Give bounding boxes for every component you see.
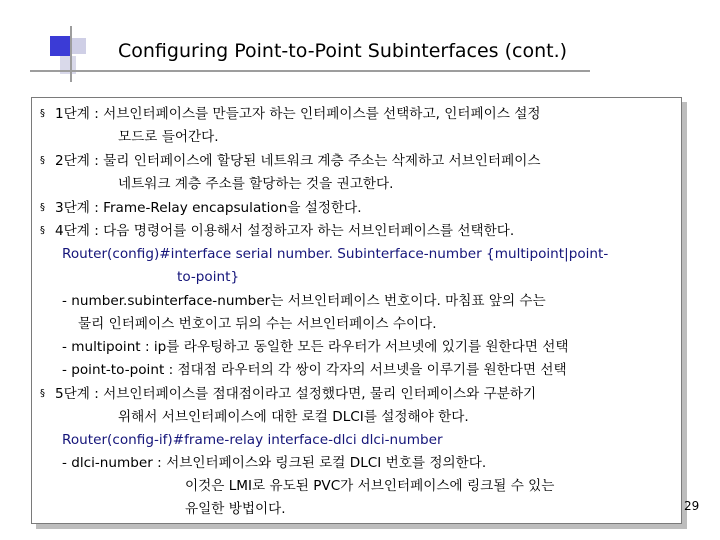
dlci-note-line1: - dlci-number : 서브인터페이스와 링크된 로컬 DLCI 번호를 정의한다. <box>62 455 487 471</box>
step5-line2: 위해서 서브인터페이스에 대한 로컬 DLCI를 설정해야 한다. <box>118 409 469 425</box>
step5-line1: 5단계 : 서브인터페이스를 점대점이라고 설정했다면, 물리 인터페이스와 구분하기 <box>55 386 537 402</box>
step2-line1: 2단계 : 물리 인터페이스에 할당된 네트워크 계층 주소는 삭제하고 서브인터페이스 <box>55 153 541 169</box>
decor-vertical-rule <box>70 26 72 82</box>
dlci-note-line3: 유일한 방법이다. <box>185 501 286 517</box>
decor-square-grey <box>70 38 86 54</box>
number-note-line1: - number.subinterface-number는 서브인터페이스 번호이다. 마침표 앞의 수는 <box>62 293 546 309</box>
point-to-point-note: - point-to-point : 점대점 라우터의 각 쌍이 각자의 서브넷을 이루기를 원한다면 선택 <box>62 362 567 378</box>
number-note-line2: 물리 인터페이스 번호이고 뒤의 수는 서브인터페이스 수이다. <box>78 316 437 332</box>
decor-square-blue <box>50 36 70 56</box>
dlci-note-line2: 이것은 LMI로 유도된 PVC가 서브인터페이스에 링크될 수 있는 <box>185 478 555 494</box>
bullet-step1: § <box>40 108 45 119</box>
bullet-step5: § <box>40 388 45 399</box>
command-dlci-line: Router(config-if)#frame-relay interface-dlci dlci-number <box>62 432 443 448</box>
command-interface-line1: Router(config)#interface serial number. Subinterface-number {multipoint|point- <box>62 246 609 262</box>
step1-line1: 1단계 : 서브인터페이스를 만들고자 하는 인터페이스를 선택하고, 인터페이스 설정 <box>55 106 541 122</box>
command-interface-line2: to-point} <box>177 269 240 285</box>
bullet-step3: § <box>40 202 45 213</box>
bullet-step2: § <box>40 155 45 166</box>
multipoint-note: - multipoint : ip를 라우팅하고 동일한 모든 라우터가 서브넷에 있기를 원한다면 선택 <box>62 339 569 355</box>
step4-line: 4단계 : 다음 명령어를 이용해서 설정하고자 하는 서브인터페이스를 선택한다. <box>55 223 515 239</box>
title-underline <box>30 70 590 72</box>
step1-line2: 모드로 들어간다. <box>118 129 219 145</box>
page-number: 29 <box>684 499 700 513</box>
step3-line: 3단계 : Frame-Relay encapsulation을 설정한다. <box>55 200 362 216</box>
step2-line2: 네트워크 계층 주소를 할당하는 것을 권고한다. <box>118 176 394 192</box>
page-title: Configuring Point-to-Point Subinterfaces (cont.) <box>118 40 568 62</box>
bullet-step4: § <box>40 225 45 236</box>
